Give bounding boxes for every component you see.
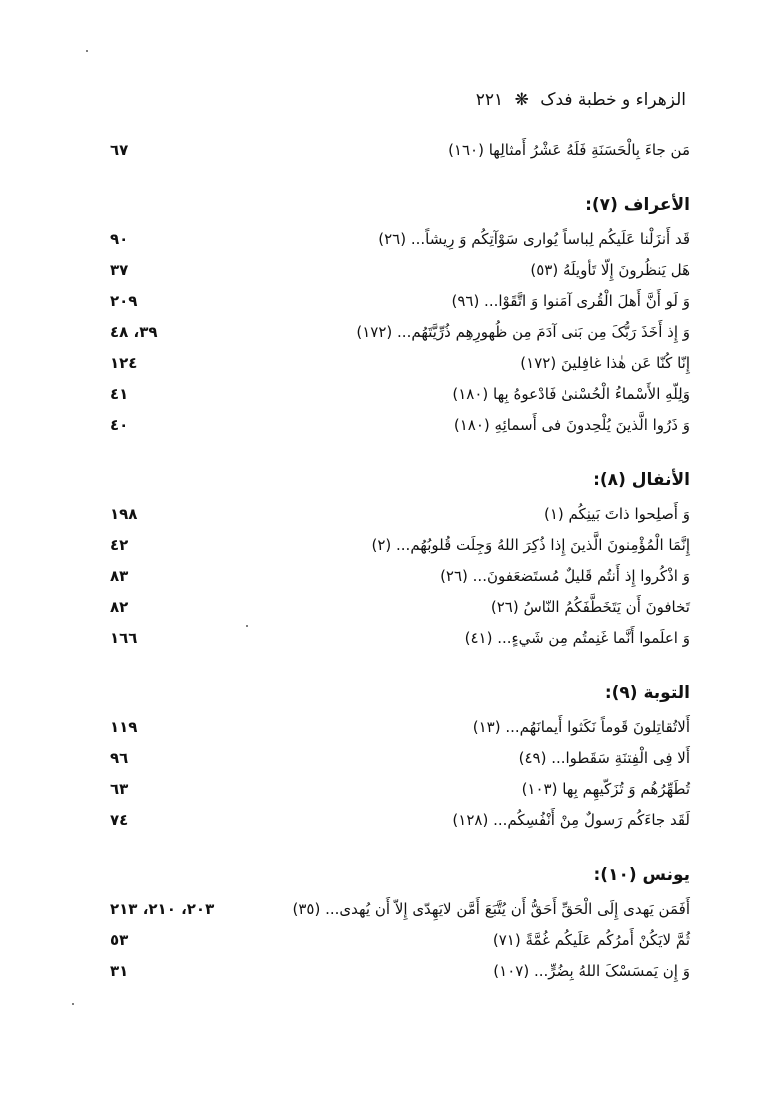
scan-speck	[86, 50, 88, 52]
page-references: ٣٩، ٤٨	[110, 323, 158, 341]
page-references: ٧٤	[110, 811, 129, 829]
verse-text: وَ أَصلِحوا ذاتَ بَينِكُم (١)	[543, 505, 690, 523]
page-references: ٨٣	[110, 567, 129, 585]
verse-text: قَد أَنزَلْنا عَلَيكُم لِباساً يُوارى سَوْآتِكُم وَ رِيشاً... (٢٦)	[378, 230, 690, 248]
index-entry	[110, 894, 690, 925]
page-number: ٢٢١	[475, 90, 504, 110]
page-references: ٢٠٩	[110, 292, 138, 310]
verse-text: تُطَهِّرُهُم وَ تُزَكّيهِم بِها (١٠٣)	[521, 780, 690, 798]
verse-text: إِنّا كُنّا عَن هٰذا غافِلينَ (١٧٢)	[520, 354, 690, 372]
verse-text: مَن جاءَ بِالْحَسَنَةِ فَلَهُ عَشْرُ أَمثالِها (١٦٠)	[448, 141, 690, 159]
page-references: ١١٩	[110, 718, 138, 736]
surah-heading: التوبة (٩):	[604, 683, 690, 703]
page-references: ٨٢	[110, 598, 129, 616]
verse-text: إِنَّمَا الْمُؤْمِنونَ الَّذينَ إِذا ذُكِرَ اللهُ وَجِلَت قُلوبُهُم... (٢)	[371, 536, 690, 554]
surah-heading: الأنفال (٨):	[593, 470, 690, 490]
index-entry	[110, 286, 690, 317]
page-references: ٦٧	[110, 141, 129, 159]
index-entry	[110, 135, 690, 166]
verse-text: ثُمَّ لايَكُنْ أَمرُكُم عَلَيكُم غُمَّةً (٧١)	[492, 931, 690, 949]
page-references: ٦٣	[110, 780, 129, 798]
surah-heading: يونس (١٠):	[593, 865, 690, 885]
index-entry	[110, 255, 690, 286]
index-entry	[110, 317, 690, 348]
page-references: ٤٢	[110, 536, 129, 554]
page-references: ٩٠	[110, 230, 129, 248]
index-entry	[110, 743, 690, 774]
index-entry	[110, 925, 690, 956]
star-separator-icon: ❋	[514, 90, 529, 110]
scan-speck	[72, 1003, 74, 1005]
page-references: ١٩٨	[110, 505, 138, 523]
page-references: ٤٠	[110, 416, 129, 434]
index-entry	[110, 712, 690, 743]
index-page	[110, 130, 690, 987]
index-entry	[110, 805, 690, 836]
page-references: ٢٠٣، ٢١٠، ٢١٣	[110, 900, 215, 918]
page-references: ٤١	[110, 385, 129, 403]
index-entry	[110, 348, 690, 379]
index-entry	[110, 530, 690, 561]
verse-text: وَلِلّهِ الأَسْماءُ الْحُسْنىٰ فَادْعوهُ بِها (١٨٠)	[452, 385, 690, 403]
running-header	[476, 90, 686, 110]
page-references: ١٦٦	[110, 629, 138, 647]
index-entry	[110, 956, 690, 987]
surah-heading: الأعراف (٧):	[585, 195, 690, 215]
page-references: ٥٣	[110, 931, 129, 949]
verse-text: هَل يَنظُرونَ إِلّا تَأويلَهُ (٥٣)	[530, 261, 690, 279]
verse-text: وَ اعلَموا أَنَّما غَنِمتُم مِن شَيءٍ... (٤١)	[464, 629, 690, 647]
verse-text: أَفَمَن يَهدى إِلَى الْحَقِّ أَحَقُّ أَن يُتَّبَعَ أَمَّن لايَهِدّى إِلاّ أَن يُهدى... (٣٥)	[292, 900, 690, 918]
index-entry	[110, 623, 690, 654]
verse-text: وَ لَو أَنَّ أَهلَ الْقُرى آمَنوا وَ اتَّقَوْا... (٩٦)	[451, 292, 690, 310]
verse-text: وَ إِذ أَخَذَ رَبُّکَ مِن بَنى آدَمَ مِن ظُهورِهِم ذُرِّيَّتَهُم... (١٧٢)	[356, 323, 690, 341]
index-entry	[110, 592, 690, 623]
verse-text: وَ اذْكُروا إِذ أَنتُم قَليلٌ مُستَضعَفونَ... (٢٦)	[440, 567, 690, 585]
verse-text: أَلاتُقاتِلونَ قَوماً نَكَثوا أَيمانَهُم... (١٣)	[472, 718, 690, 736]
verse-text: وَ إِن يَمسَسْکَ اللهُ بِضُرٍّ... (١٠٧)	[493, 962, 690, 980]
verse-text: وَ ذَرُوا الَّذينَ يُلْحِدونَ فى أَسمائِهِ (١٨٠)	[453, 416, 690, 434]
page-references: ١٢٤	[110, 354, 138, 372]
verse-text: أَلا فِى الْفِتنَةِ سَقَطوا... (٤٩)	[518, 749, 690, 767]
page-references: ٣١	[110, 962, 129, 980]
page-references: ٣٧	[110, 261, 129, 279]
index-entry	[110, 224, 690, 255]
verse-text: لَقَد جاءَكُم رَسولٌ مِنْ أَنْفُسِكُم... (١٢٨)	[452, 811, 690, 829]
index-entry	[110, 561, 690, 592]
index-entry	[110, 379, 690, 410]
verse-text: تَخافونَ أَن يَتَخَطَّفَكُمُ النّاسُ (٢٦)	[490, 598, 690, 616]
index-entry	[110, 499, 690, 530]
index-entry	[110, 774, 690, 805]
page-references: ٩٦	[110, 749, 129, 767]
header-title: الزهراء و خطبة فدک	[540, 90, 686, 110]
index-entry	[110, 410, 690, 441]
